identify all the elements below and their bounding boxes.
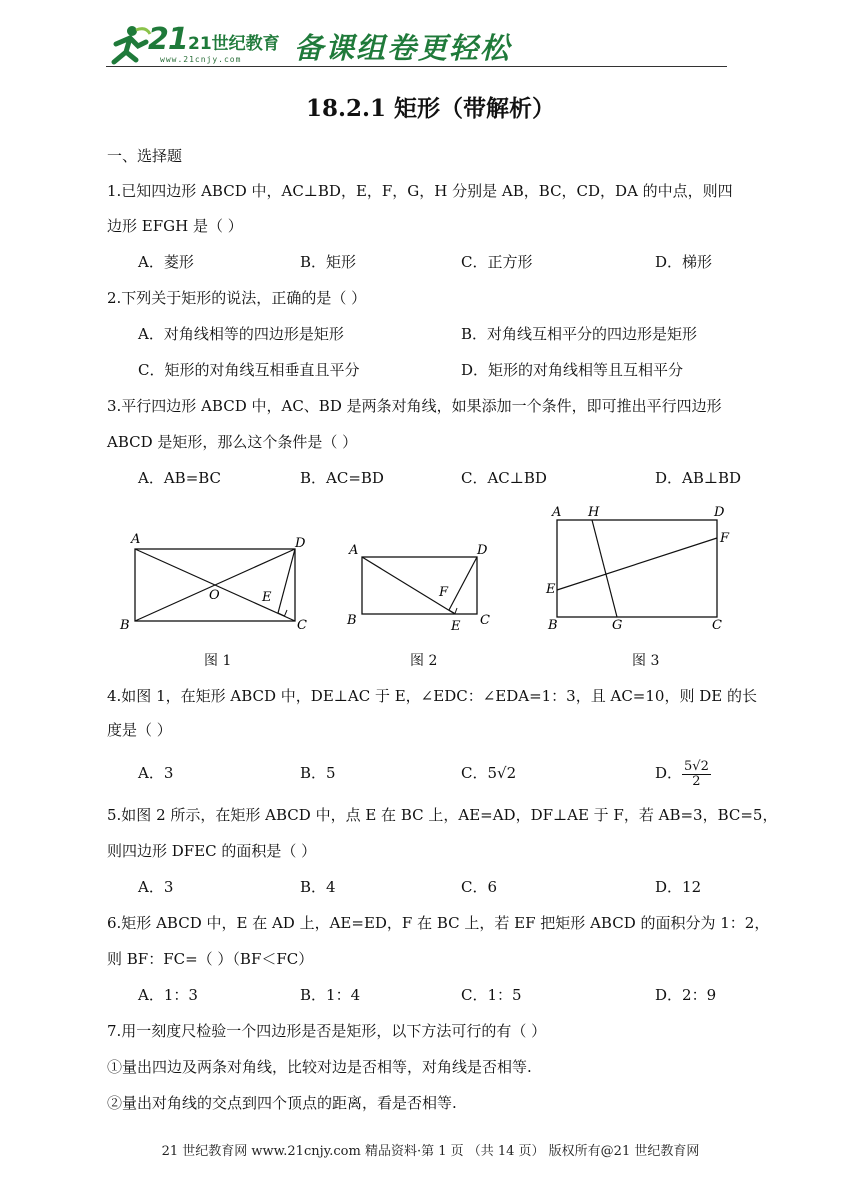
figure-2	[343, 538, 503, 636]
fig3-label-d: D	[714, 505, 725, 520]
fig2-label-d: D	[477, 543, 488, 558]
q4-option-a: A．3	[138, 764, 174, 782]
q3-option-c: C．AC⊥BD	[461, 469, 547, 487]
q6-stem-line1: 6.矩形 ABCD 中，E 在 AD 上，AE=ED，F 在 BC 上，若 EF 把矩形 ABCD 的面积分为 1：2，	[107, 914, 770, 932]
q5-option-d: D．12	[655, 878, 702, 896]
logo-text: 21世纪教育	[188, 34, 280, 54]
q4-option-d-label: D．	[655, 764, 683, 782]
q4-option-c	[461, 763, 516, 783]
fig2-label-f: F	[439, 585, 449, 600]
q1-stem-line2: 边形 EFGH 是（ ）	[107, 217, 243, 235]
fig1-caption: 图 1	[204, 653, 232, 669]
figure-1	[115, 525, 315, 637]
page-footer: 21 世纪教育网 www.21cnjy.com 精品资料·第 1 页 （共 14 页） 版权所有@21 世纪教育网	[161, 1144, 700, 1159]
q5-option-a: A．3	[138, 878, 174, 896]
fig3-label-e: E	[546, 582, 556, 597]
q5-option-b: B．4	[300, 878, 336, 896]
q4-fraction-denominator: 2	[692, 773, 701, 789]
q2-option-b: B．对角线互相平分的四边形是矩形	[461, 325, 698, 343]
q3-option-d: D．AB⊥BD	[655, 469, 742, 487]
fig3-label-f: F	[720, 531, 730, 546]
q1-option-a: A．菱形	[138, 253, 194, 271]
fig2-label-b: B	[347, 613, 357, 628]
q1-option-d: D．梯形	[655, 253, 713, 271]
fig3-caption: 图 3	[632, 653, 660, 669]
q4-stem-line2: 度是（ ）	[107, 721, 172, 739]
fig3-label-b: B	[548, 618, 558, 633]
fig2-caption: 图 2	[410, 653, 438, 669]
q3-stem-line1: 3.平行四边形 ABCD 中，AC、BD 是两条对角线，如果添加一个条件，即可推出平行四边形	[107, 397, 722, 415]
fig3-label-g: G	[612, 618, 623, 633]
fig3-label-h: H	[588, 505, 600, 520]
fig1-label-c: C	[297, 618, 307, 633]
fig1-label-b: B	[120, 618, 130, 633]
q7-method-2: ②量出对角线的交点到四个顶点的距离，看是否相等.	[107, 1094, 457, 1112]
q3-option-b: B．AC=BD	[300, 469, 384, 487]
q1-stem-line1: 1.已知四边形 ABCD 中，AC⊥BD，E，F，G，H 分别是 AB，BC，CD，DA 的中点，则四	[107, 182, 733, 200]
q2-stem: 2.下列关于矩形的说法，正确的是（ ）	[107, 289, 367, 307]
fig2-label-c: C	[480, 613, 490, 628]
q4-fraction-numerator: 5√2	[684, 758, 709, 774]
q5-stem-line2: 则四边形 DFEC 的面积是（ ）	[107, 842, 317, 860]
q4-option-d-fraction	[682, 760, 711, 789]
q6-stem-line2: 则 BF：FC=（ ）（BF＜FC）	[107, 950, 314, 968]
fig3-label-c: C	[712, 618, 722, 633]
q4-stem-line1: 4.如图 1，在矩形 ABCD 中，DE⊥AC 于 E，∠EDC：∠EDA=1：3，且 AC=10，则 DE 的长	[107, 687, 757, 705]
q5-stem-line1: 5.如图 2 所示，在矩形 ABCD 中，点 E 在 BC 上，AE=AD，DF⊥AE 于 F，若 AB=3，BC=5，	[107, 806, 778, 824]
fig1-label-e: E	[262, 590, 272, 605]
header-slogan: 备课组卷更轻松	[294, 31, 512, 65]
q7-stem: 7.用一刻度尺检验一个四边形是否是矩形，以下方法可行的有（ ）	[107, 1022, 547, 1040]
q5-option-c: C．6	[461, 878, 498, 896]
q1-option-c: C．正方形	[461, 253, 533, 271]
q3-stem-line2: ABCD 是矩形，那么这个条件是（ ）	[107, 433, 358, 451]
q4-option-c-math: 5√2	[487, 764, 517, 782]
figure-3	[542, 503, 742, 637]
logo-21: 21	[148, 22, 188, 57]
q6-option-d: D．2：9	[655, 986, 717, 1004]
q2-option-d: D．矩形的对角线相等且互相平分	[461, 361, 684, 379]
q4-option-c-label: C．	[461, 764, 488, 782]
section-heading: 一、选择题	[107, 147, 183, 165]
fig1-label-d: D	[295, 536, 306, 551]
fig2-label-e: E	[451, 619, 461, 634]
q6-option-c: C．1：5	[461, 986, 522, 1004]
q4-option-d	[655, 750, 711, 796]
q6-option-b: B．1：4	[300, 986, 361, 1004]
header-divider	[106, 66, 727, 67]
q6-option-a: A．1：3	[138, 986, 198, 1004]
q4-option-b: B．5	[300, 764, 336, 782]
q1-option-b: B．矩形	[300, 253, 357, 271]
logo-url: www.21cnjy.com	[160, 55, 242, 64]
fig2-label-a: A	[349, 543, 359, 558]
q2-option-c: C．矩形的对角线互相垂直且平分	[138, 361, 360, 379]
q2-option-a: A．对角线相等的四边形是矩形	[138, 325, 344, 343]
fig1-label-a: A	[131, 532, 141, 547]
q3-option-a: A．AB=BC	[138, 469, 222, 487]
fig1-label-o: O	[209, 588, 220, 603]
runner-logo-icon	[106, 24, 152, 66]
page-title: 18.2.1 矩形（带解析）	[305, 95, 556, 122]
q7-method-1: ①量出四边及两条对角线，比较对边是否相等，对角线是否相等.	[107, 1058, 532, 1076]
fig3-label-a: A	[552, 505, 562, 520]
